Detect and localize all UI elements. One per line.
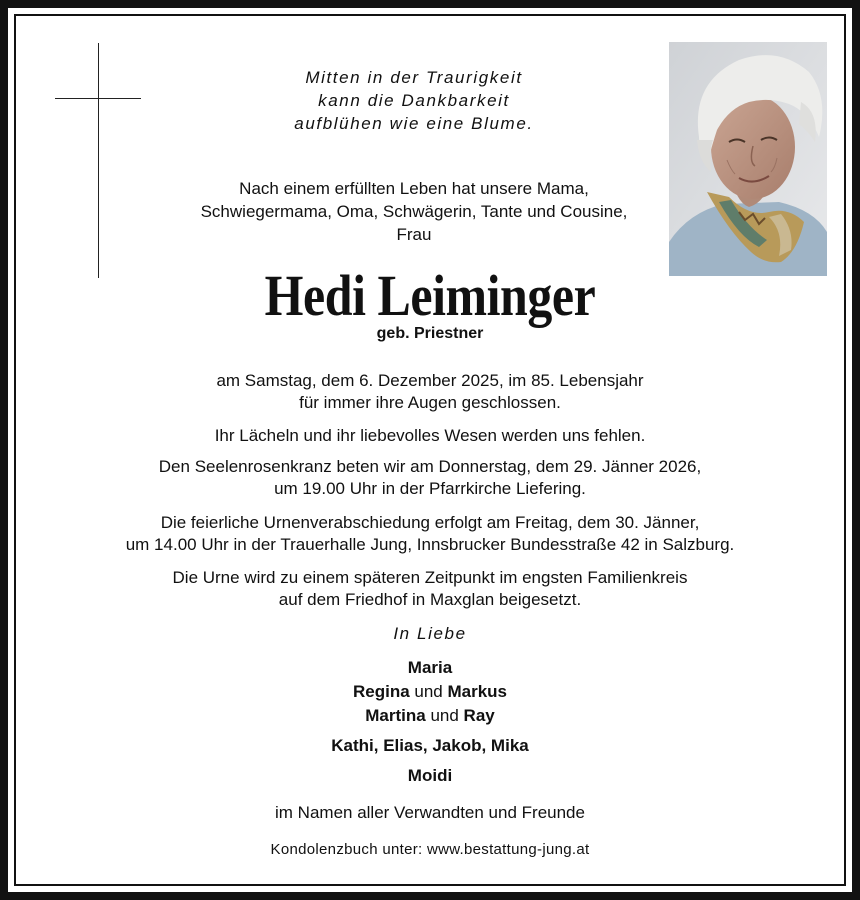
family-line-3 [60, 704, 800, 728]
family-line-4 [60, 734, 800, 758]
family-name: Martina [365, 706, 426, 725]
family-line-2 [60, 680, 800, 704]
family-name: Regina [352, 682, 410, 701]
motto-line: aufblühen wie eine Blume. [294, 114, 534, 133]
intro-line: Nach einem erfüllten Leben hat unsere Mama, [239, 179, 589, 198]
rosary-info [60, 456, 800, 500]
burial-info [60, 567, 800, 611]
family-name: Moidi [407, 766, 453, 785]
intro-text [140, 177, 688, 246]
memory-sentence: Ihr Lächeln und ihr liebevolles Wesen werden uns fehlen. [214, 426, 646, 445]
intro-line: Schwiegermama, Oma, Schwägerin, Tante und Cousine, [200, 202, 628, 221]
cross-vertical-bar [98, 43, 99, 278]
motto-verse [140, 66, 688, 135]
in-love-heading: In Liebe [393, 624, 467, 643]
death-line: für immer ihre Augen geschlossen. [299, 393, 561, 412]
relatives-line: im Namen aller Verwandten und Freunde [275, 803, 585, 822]
burial-line: Die Urne wird zu einem späteren Zeitpunkt im engsten Familienkreis [172, 568, 688, 587]
family-name: Ray [463, 706, 495, 725]
family-name: Maria [407, 658, 453, 677]
family-conjunction: und [425, 706, 464, 725]
family-line-5 [60, 764, 800, 788]
motto-line: kann die Dankbarkeit [318, 91, 510, 110]
portrait-photo [669, 42, 827, 276]
intro-line: Frau [396, 225, 432, 244]
burial-line: auf dem Friedhof in Maxglan beigesetzt. [278, 590, 582, 609]
rosary-line: um 19.00 Uhr in der Pfarrkirche Liefering. [274, 479, 586, 498]
death-line: am Samstag, dem 6. Dezember 2025, im 85. Lebensjahr [216, 371, 644, 390]
motto-line: Mitten in der Traurigkeit [305, 68, 523, 87]
rosary-line: Den Seelenrosenkranz beten wir am Donnerstag, dem 29. Jänner 2026, [158, 457, 702, 476]
condolence-book-link[interactable]: Kondolenzbuch unter: www.bestattung-jung.at [270, 841, 590, 858]
family-conjunction: und [409, 682, 448, 701]
farewell-info [60, 512, 800, 556]
farewell-line: Die feierliche Urnenverabschiedung erfolgt am Freitag, dem 30. Jänner, [160, 513, 700, 532]
farewell-line: um 14.00 Uhr in der Trauerhalle Jung, Innsbrucker Bundesstraße 42 in Salzburg. [125, 535, 735, 554]
birth-name: geb. Priestner [376, 325, 484, 342]
cross-horizontal-bar [55, 98, 141, 99]
family-line-1 [60, 656, 800, 680]
death-announcement [60, 370, 800, 414]
family-names: Kathi, Elias, Jakob, Mika [331, 736, 529, 755]
deceased-name: Hedi Leiminger [264, 263, 596, 328]
portrait-illustration [669, 42, 827, 276]
family-name: Markus [447, 682, 508, 701]
